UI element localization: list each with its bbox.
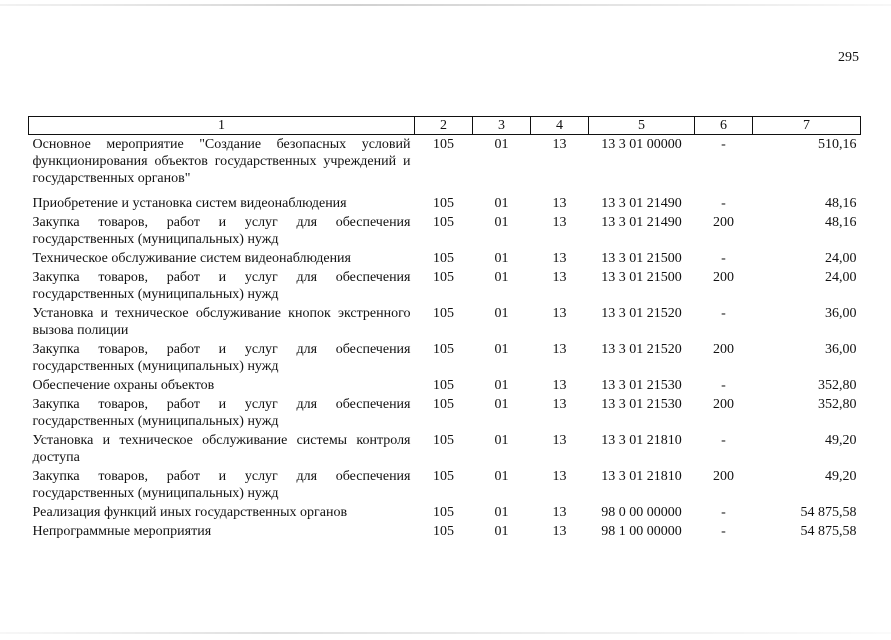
row-section-cell: 01 [494, 269, 509, 285]
row-section-cell: 01 [494, 195, 509, 211]
row-target-article-cell: 13 3 01 21500 [601, 269, 682, 285]
row-target-article-cell: 13 3 01 21530 [601, 377, 682, 393]
row-code-cell: 105 [433, 195, 454, 211]
row-expense-type-cell: 200 [713, 468, 734, 484]
row-amount-cell: 36,00 [825, 341, 857, 357]
row-section-cell: 01 [494, 305, 509, 321]
row-code-cell: 105 [433, 305, 454, 321]
row-code-cell: 105 [433, 468, 454, 484]
row-target-article-cell: 13 3 01 21490 [601, 195, 682, 211]
row-subsection-cell: 13 [552, 377, 567, 393]
row-target-article-cell: 13 3 01 21530 [601, 396, 682, 412]
table-row [29, 431, 861, 467]
row-expense-type-cell: 200 [713, 269, 734, 285]
table-row [29, 249, 861, 268]
row-name-cell: Закупка товаров, работ и услуг для обеспечения государственных (муниципальных) нужд [32, 341, 411, 374]
row-target-article-cell: 13 3 01 21810 [601, 468, 682, 484]
row-subsection-cell: 13 [552, 195, 567, 211]
page-number: 295 [838, 50, 859, 65]
table-row [29, 395, 861, 431]
row-subsection-cell: 13 [552, 468, 567, 484]
table-row [29, 503, 861, 522]
row-amount-cell: 510,16 [818, 137, 857, 152]
row-section-cell: 01 [494, 341, 509, 357]
row-section-cell: 01 [494, 377, 509, 393]
row-amount-cell: 49,20 [825, 432, 857, 448]
column-header: 6 [695, 117, 753, 135]
row-name-cell: Закупка товаров, работ и услуг для обеспечения государственных (муниципальных) нужд [32, 214, 411, 247]
row-expense-type-cell: 200 [713, 341, 734, 357]
column-header: 1 [29, 117, 415, 135]
row-amount-cell: 352,80 [818, 396, 857, 412]
row-code-cell: 105 [433, 214, 454, 230]
row-code-cell: 105 [433, 250, 454, 266]
row-subsection-cell: 13 [552, 269, 567, 285]
row-subsection-cell: 13 [552, 432, 567, 448]
row-section-cell: 01 [494, 468, 509, 484]
row-expense-type-cell: - [721, 250, 726, 266]
column-header: 5 [589, 117, 695, 135]
row-subsection-cell: 13 [552, 396, 567, 412]
row-name-cell: Обеспечение охраны объектов [32, 377, 215, 393]
row-amount-cell: 48,16 [825, 214, 857, 230]
row-name-cell: Установка и техническое обслуживание кнопок экстренного вызова полиции [32, 305, 411, 338]
row-code-cell: 105 [433, 377, 454, 393]
row-code-cell: 105 [433, 523, 454, 539]
row-section-cell: 01 [494, 396, 509, 412]
column-header: 4 [531, 117, 589, 135]
row-name-cell: Закупка товаров, работ и услуг для обеспечения государственных (муниципальных) нужд [32, 396, 411, 429]
scan-edge-bottom [0, 632, 891, 634]
table-header-row [29, 117, 861, 135]
row-subsection-cell: 13 [552, 523, 567, 539]
row-code-cell: 105 [433, 396, 454, 412]
row-target-article-cell: 13 3 01 21520 [601, 305, 682, 321]
table-row [29, 213, 861, 249]
row-name-cell: Закупка товаров, работ и услуг для обеспечения государственных (муниципальных) нужд [32, 269, 411, 302]
row-amount-cell: 24,00 [825, 269, 857, 285]
row-amount-cell: 54 875,58 [800, 523, 857, 539]
table-row [29, 467, 861, 503]
table-body [29, 135, 861, 541]
row-name-cell: Установка и техническое обслуживание системы контроля доступа [32, 432, 411, 465]
row-name-cell: Непрограммные мероприятия [32, 523, 212, 539]
row-target-article-cell: 13 3 01 21520 [601, 341, 682, 357]
row-expense-type-cell: - [721, 432, 726, 448]
row-section-cell: 01 [494, 214, 509, 230]
row-subsection-cell: 13 [552, 341, 567, 357]
row-name-cell: Приобретение и установка систем видеонаблюдения [32, 195, 347, 211]
table-row [29, 376, 861, 395]
table-row [29, 194, 861, 213]
row-name-cell: Реализация функций иных государственных органов [32, 504, 348, 520]
row-expense-type-cell: - [721, 377, 726, 393]
table-row [29, 135, 861, 194]
column-header: 3 [473, 117, 531, 135]
row-subsection-cell: 13 [552, 137, 567, 152]
row-section-cell: 01 [494, 250, 509, 266]
row-section-cell: 01 [494, 523, 509, 539]
row-target-article-cell: 13 3 01 21490 [601, 214, 682, 230]
row-expense-type-cell: 200 [713, 396, 734, 412]
column-header: 7 [753, 117, 861, 135]
row-code-cell: 105 [433, 341, 454, 357]
row-name-cell: Техническое обслуживание систем видеонаблюдения [32, 250, 351, 266]
row-amount-cell: 49,20 [825, 468, 857, 484]
row-name-cell: Закупка товаров, работ и услуг для обеспечения государственных (муниципальных) нужд [32, 468, 411, 501]
row-code-cell: 105 [433, 137, 454, 152]
row-expense-type-cell: - [721, 137, 726, 152]
row-expense-type-cell: - [721, 523, 726, 539]
table-row [29, 268, 861, 304]
row-amount-cell: 352,80 [818, 377, 857, 393]
row-subsection-cell: 13 [552, 250, 567, 266]
column-header: 2 [415, 117, 473, 135]
row-expense-type-cell: - [721, 195, 726, 211]
table-row [29, 522, 861, 541]
row-section-cell: 01 [494, 432, 509, 448]
row-subsection-cell: 13 [552, 305, 567, 321]
row-target-article-cell: 98 0 00 00000 [601, 504, 682, 520]
row-section-cell: 01 [494, 504, 509, 520]
row-name-cell: Основное мероприятие "Создание безопасных условий функционирования объектов государственных учреждений и государственных органов" [32, 137, 411, 186]
row-code-cell: 105 [433, 504, 454, 520]
row-code-cell: 105 [433, 432, 454, 448]
row-expense-type-cell: - [721, 504, 726, 520]
row-subsection-cell: 13 [552, 504, 567, 520]
table-row [29, 304, 861, 340]
row-target-article-cell: 98 1 00 00000 [601, 523, 682, 539]
table-row [29, 340, 861, 376]
row-target-article-cell: 13 3 01 21500 [601, 250, 682, 266]
budget-table [28, 116, 861, 541]
row-expense-type-cell: 200 [713, 214, 734, 230]
row-amount-cell: 54 875,58 [800, 504, 857, 520]
row-amount-cell: 48,16 [825, 195, 857, 211]
row-target-article-cell: 13 3 01 21810 [601, 432, 682, 448]
row-code-cell: 105 [433, 269, 454, 285]
row-section-cell: 01 [494, 137, 509, 152]
row-expense-type-cell: - [721, 305, 726, 321]
row-amount-cell: 36,00 [825, 305, 857, 321]
row-subsection-cell: 13 [552, 214, 567, 230]
row-amount-cell: 24,00 [825, 250, 857, 266]
row-target-article-cell: 13 3 01 00000 [601, 137, 682, 152]
scan-edge-top [0, 4, 891, 6]
